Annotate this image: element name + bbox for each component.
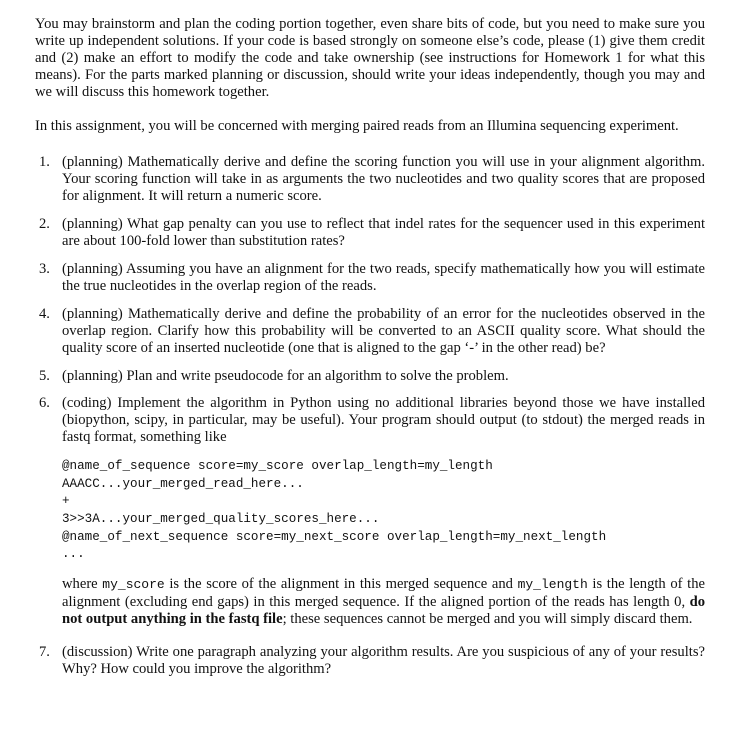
question-item bbox=[35, 644, 705, 678]
text: is the score of the alignment in this merged sequence and bbox=[164, 575, 518, 592]
item-number: 1. bbox=[39, 154, 50, 171]
item-text: (discussion) Write one paragraph analyzing your algorithm results. Are you suspicious of any of your results? Why? How could you improve the algorithm? bbox=[62, 644, 705, 678]
item-number: 2. bbox=[39, 216, 50, 233]
question-item bbox=[35, 261, 705, 295]
text: ; these sequences cannot be merged and you will simply discard them. bbox=[282, 610, 693, 627]
item-number: 5. bbox=[39, 367, 50, 384]
output-explanation bbox=[62, 576, 705, 628]
item-number: 4. bbox=[39, 305, 50, 322]
item-text: (planning) Mathematically derive and define the probability of an error for the nucleotides observed in the overlap region. Clarify how this probability will be converted to an ASCII quality score. What should the quality score of an inserted nucleotide (one that is aligned to the gap ‘-’ in the other read) be? bbox=[62, 305, 705, 356]
item-number: 3. bbox=[39, 260, 50, 277]
item-text: (planning) What gap penalty can you use to reflect that indel rates for the sequencer used in this experiment are about 100-fold lower than substitution rates? bbox=[62, 216, 705, 250]
code-my-score: my_score bbox=[102, 576, 165, 592]
bold-warning: do not output anything in the fastq file bbox=[62, 593, 705, 627]
question-item bbox=[35, 154, 705, 205]
intro-paragraph: You may brainstorm and plan the coding portion together, even share bits of code, but you need to make sure you write up independent solutions. If your code is based strongly on someone else’s code, please (1) give them credit and (2) make an effort to modify the code and take ownership (see instructions for Homework 1 for what this means). For the parts marked planning or discussion, should write your ideas independently, though you may and we will discuss this homework together. bbox=[35, 16, 705, 100]
item-text: (planning) Plan and write pseudocode for an algorithm to solve the problem. bbox=[62, 367, 509, 384]
text: is the length of the alignment (excluding end gaps) in this merged sequence. If the aligned portion of the reads has length 0, bbox=[62, 575, 705, 610]
fastq-code-example: @name_of_sequence score=my_score overlap_length=my_length AAACC...your_merged_read_here... + 3>>3A...your_merged_quality_scores_here... @name_of_next_sequence score=my_next_score overlap_length=my_next_length ... bbox=[62, 459, 607, 562]
document-page bbox=[35, 16, 705, 689]
text: where bbox=[62, 575, 103, 592]
question-list bbox=[35, 154, 705, 678]
item-text: (planning) Mathematically derive and define the scoring function you will use in your alignment algorithm. Your scoring function will take in as arguments the two nucleotides and two quality scores that are proposed for alignment. It will return a numeric score. bbox=[62, 154, 705, 205]
item-number: 7. bbox=[39, 644, 50, 661]
code-my-length: my_length bbox=[517, 576, 588, 592]
item-number: 6. bbox=[39, 395, 50, 412]
question-item bbox=[35, 216, 705, 250]
question-item bbox=[35, 368, 705, 385]
item-text: (planning) Assuming you have an alignment for the two reads, specify mathematically how you will estimate the true nucleotides in the overlap region of the reads. bbox=[62, 260, 705, 294]
question-item bbox=[35, 395, 705, 627]
assignment-summary: In this assignment, you will be concerned with merging paired reads from an Illumina sequencing experiment. bbox=[35, 117, 679, 134]
question-item bbox=[35, 306, 705, 357]
item-text: (coding) Implement the algorithm in Python using no additional libraries beyond those we have installed (biopython, scipy, in particular, may be useful). Your program should output (to stdout) the merged reads in fastq format, something like bbox=[62, 395, 705, 446]
